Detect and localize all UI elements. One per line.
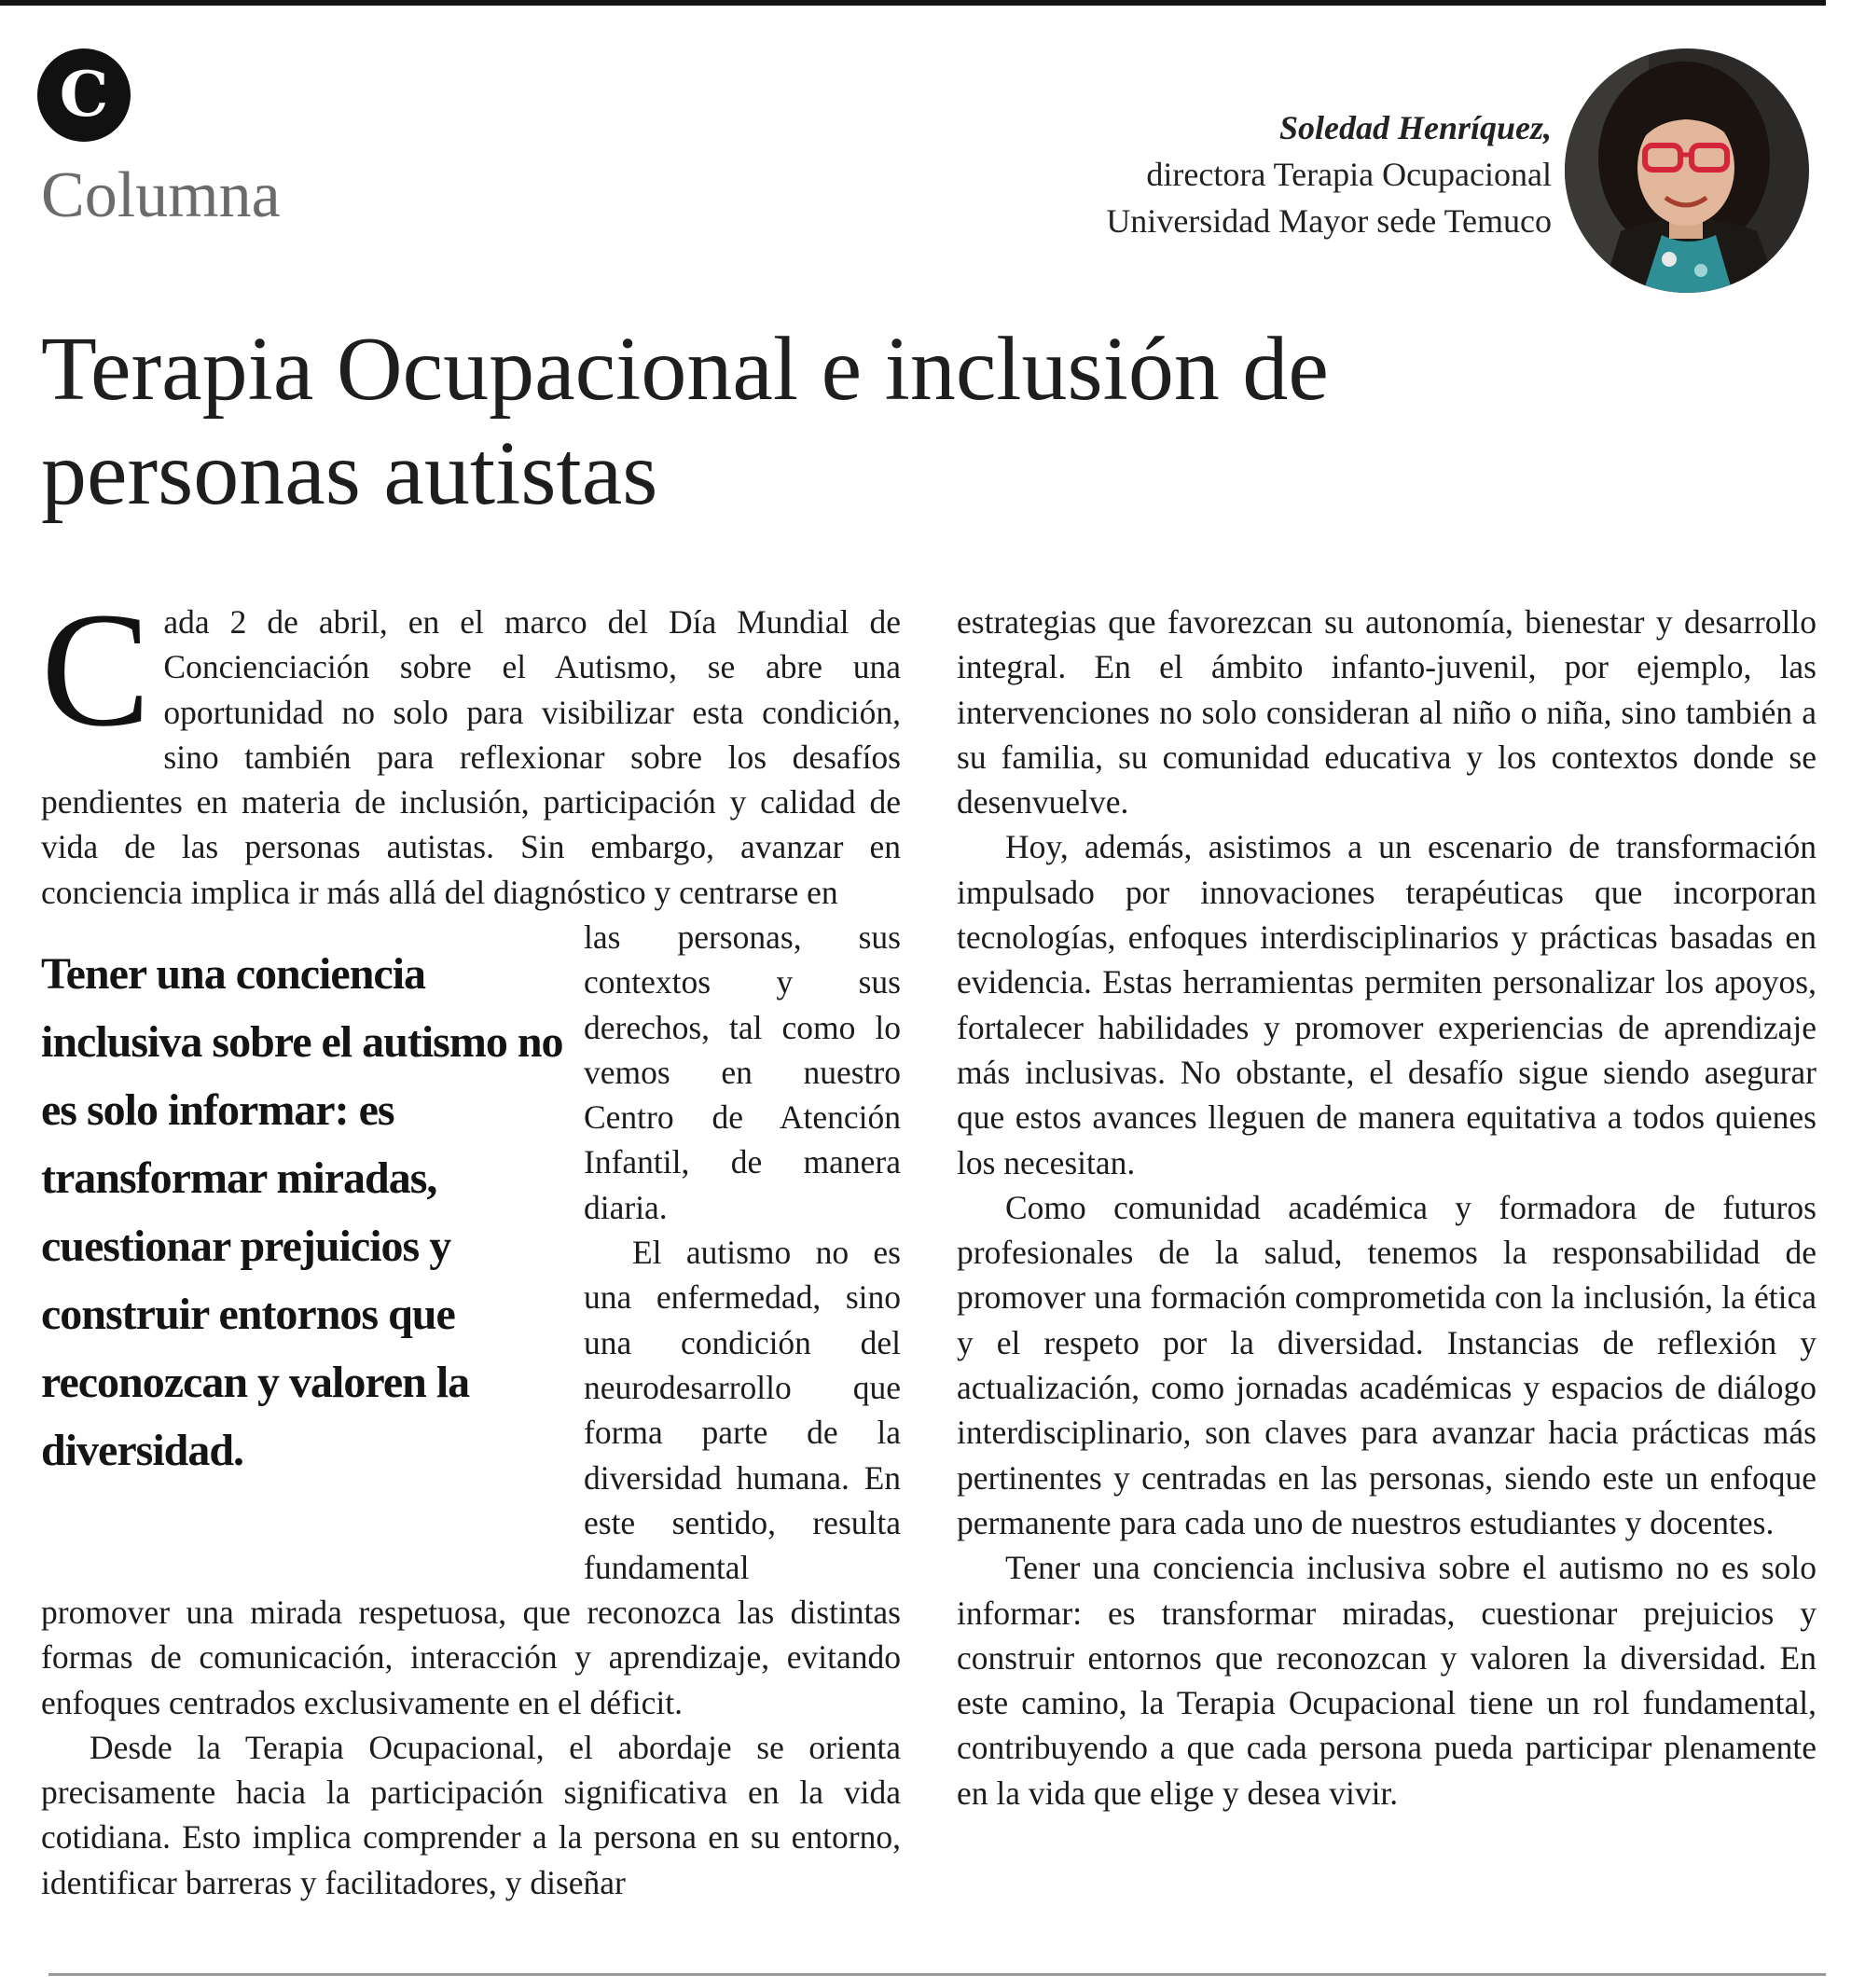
paragraph-2a: El autismo no es una enfermedad, sino una condición del neurodesarrollo que forma parte de la diversidad humana. En este sentido, resulta fundamental (584, 1234, 901, 1587)
body-column-right (957, 600, 1817, 1815)
body-column-left-bottom (41, 1590, 901, 1905)
paragraph-6: Tener una conciencia inclusiva sobre el autismo no es solo informar: es transformar miradas, cuestionar prejuicios y construir entornos que reconozcan y valoren la diversidad. En este camino, la Terapia Ocupacional tiene un rol fundamental, contribuyendo a que cada persona pueda participar plenamente en la vida que elige y desea vivir. (957, 1549, 1817, 1812)
bottom-rule (48, 1973, 1826, 1976)
author-organization: Universidad Mayor sede Temuco (1106, 202, 1552, 240)
author-photo (1565, 48, 1809, 293)
paragraph-2b: promover una mirada respetuosa, que reconozca las distintas formas de comunicación, interacción y aprendizaje, evitando enfoques centrados exclusivamente en el déficit. (41, 1594, 901, 1721)
section-label: Columna (41, 159, 281, 231)
column-badge-icon: C (37, 48, 131, 142)
author-name: Soledad Henríquez, (1278, 109, 1552, 146)
body-column-left-narrow (584, 915, 901, 1590)
paragraph-3-continued: estrategias que favorezcan su autonomía, bienestar y desarrollo integral. En el ámbito infanto-juvenil, por ejemplo, las intervenciones no solo consideran al niño o niña, sino también a su familia, su comunidad educativa y los contextos donde se desenvuelve. (957, 603, 1817, 821)
paragraph-1a: Cada 2 de abril, en el marco del Día Mundial de Concienciación sobre el Autismo, se abre una oportunidad no solo para visibilizar esta condición, sino también para reflexionar sobre los desafíos pendientes en materia de inclusión, participación y calidad de vida de las personas autistas. Sin embargo, avanzar en conciencia implica ir más allá del diagnóstico y centrarse en (41, 579, 901, 911)
author-byline (1106, 104, 1552, 244)
pull-quote: Tener una conciencia inclusiva sobre el autismo no es solo informar: es transformar miradas, cuestionar prejuicios y construir entornos que reconozcan y valoren la diversidad. (41, 949, 563, 1475)
paragraph-4: Hoy, además, asistimos a un escenario de transformación impulsado por innovaciones terapéuticas que incorporan tecnologías, enfoques interdisciplinarios y prácticas basadas en evidencia. Estas herramientas permiten personalizar los apoyos, fortalecer habilidades y promover experiencias de aprendizaje más inclusivas. No obstante, el desafío sigue siendo asegurar que estos avances lleguen de manera equitativa a todos quienes los necesitan. (957, 828, 1817, 1181)
body-column-left-top (41, 579, 901, 915)
dropcap: C (41, 579, 151, 761)
paragraph-5: Como comunidad académica y formadora de futuros profesionales de la salud, tenemos la responsabilidad de promover una formación comprometida con la inclusión, la ética y el respeto por la diversidad. Instancias de reflexión y actualización, como jornadas académicas y espacios de diálogo interdisciplinario, son claves para avanzar hacia prácticas más pertinentes y centradas en las personas, siendo este un enfoque permanente para cada uno de nuestros estudiantes y docentes. (957, 1188, 1817, 1541)
author-role: directora Terapia Ocupacional (1146, 156, 1552, 193)
paragraph-3: Desde la Terapia Ocupacional, el abordaje se orienta precisamente hacia la participación significativa en la vida cotidiana. Esto implica comprender a la persona en su entorno, identificar barreras y facilitadores, y diseñar (41, 1728, 901, 1901)
headline: Terapia Ocupacional e inclusión de personas autistas (41, 319, 1329, 524)
top-rule (0, 0, 1826, 6)
paragraph-1b: las personas, sus contextos y sus derechos, tal como lo vemos en nuestro Centro de Atención Infantil, de manera diaria. (584, 918, 901, 1226)
